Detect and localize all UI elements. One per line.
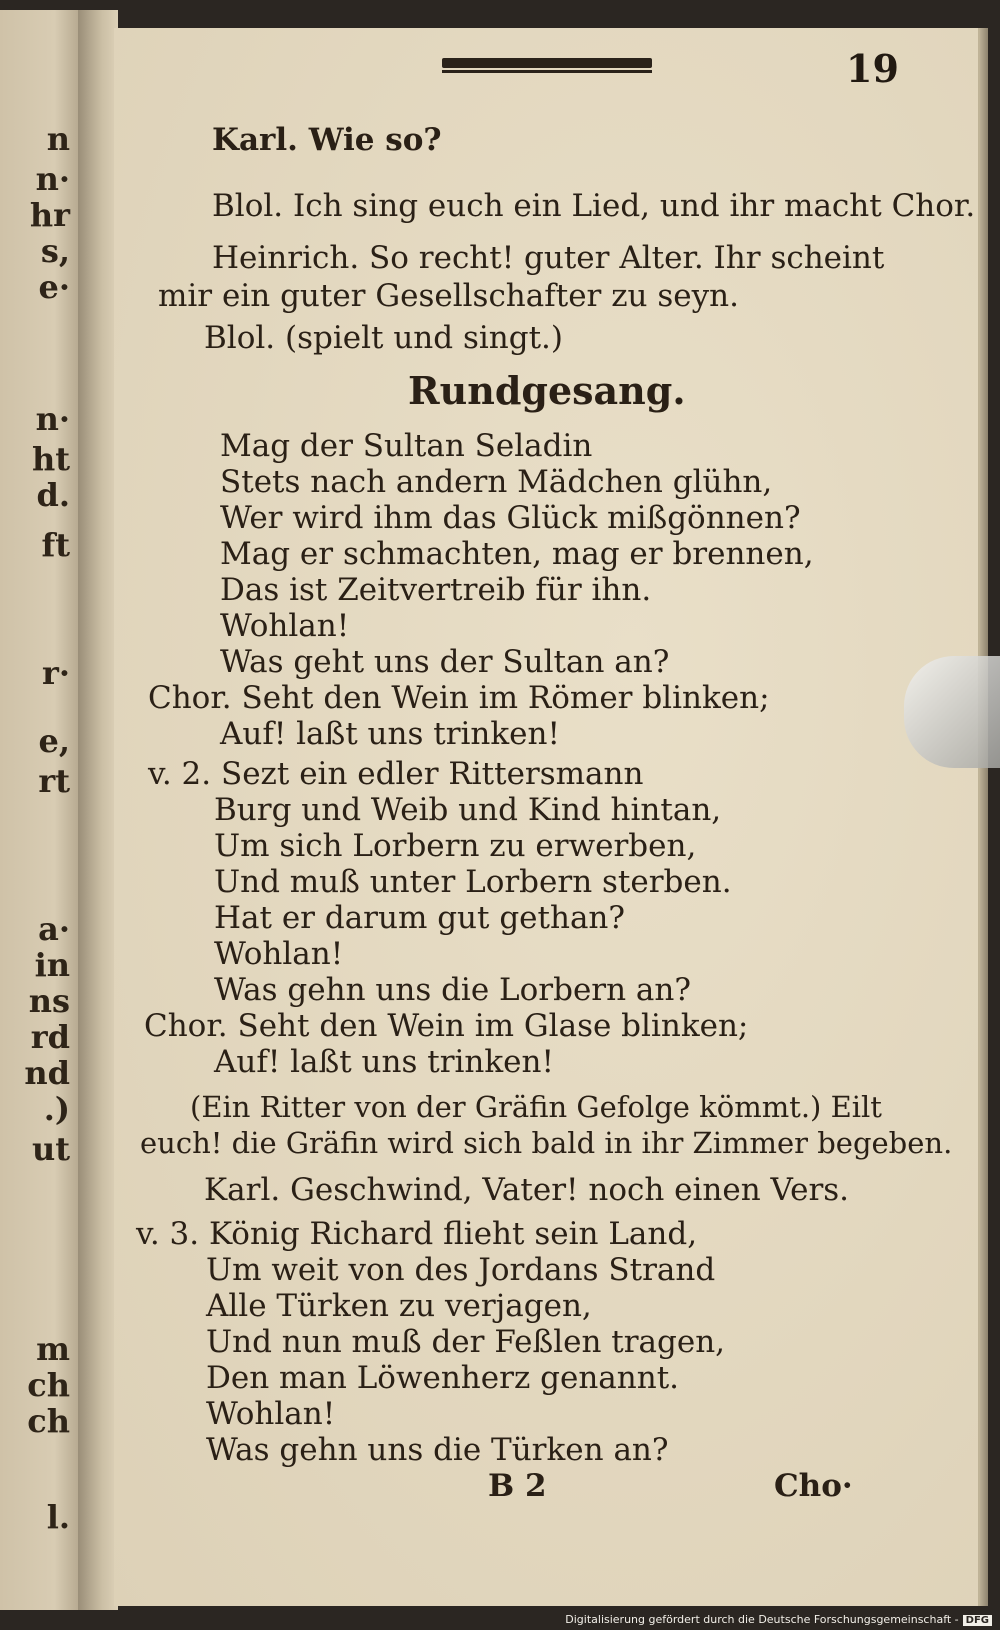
left-fragment: m: [36, 1330, 70, 1368]
book-gutter: [78, 10, 118, 1610]
left-fragment: a·: [38, 910, 70, 948]
verse-line: Hat er darum gut gethan?: [214, 900, 626, 936]
left-fragment: d.: [36, 476, 70, 514]
verse-line: v. 2. Sezt ein edler Rittersmann: [148, 756, 644, 792]
verse-line: Was gehn uns die Türken an?: [206, 1432, 669, 1468]
left-fragment: ns: [28, 982, 70, 1020]
text-line: Karl. Wie so?: [212, 122, 442, 158]
chorus-line: Chor. Seht den Wein im Römer blinken;: [148, 680, 770, 716]
verse-line: Wohlan!: [206, 1396, 336, 1432]
left-fragment: e,: [38, 722, 70, 760]
verse-line: Das ist Zeitvertreib für ihn.: [220, 572, 652, 608]
verse-line: Mag der Sultan Seladin: [220, 428, 593, 464]
left-fragment: rd: [30, 1018, 70, 1056]
left-fragment: rt: [38, 762, 70, 800]
left-fragment: r·: [42, 654, 70, 692]
text-line: mir ein guter Gesellschafter zu seyn.: [158, 278, 739, 314]
text-line: Karl. Geschwind, Vater! noch einen Vers.: [204, 1172, 850, 1208]
left-fragment: n·: [35, 400, 70, 438]
header-rule-thin: [442, 70, 652, 73]
left-fragment: l.: [46, 1498, 70, 1536]
verse-line: Und nun muß der Feßlen tragen,: [206, 1324, 726, 1360]
verse-line: Und muß unter Lorbern sterben.: [214, 864, 732, 900]
verse-line: Wohlan!: [214, 936, 344, 972]
text-line: Heinrich. So recht! guter Alter. Ihr scheint: [212, 240, 885, 276]
verse-line: Um weit von des Jordans Strand: [206, 1252, 716, 1288]
stage-direction: euch! die Gräfin wird sich bald in ihr Zimmer begeben.: [140, 1126, 953, 1160]
digitization-footer: [565, 1613, 992, 1626]
verse-line: Was gehn uns die Lorbern an?: [214, 972, 692, 1008]
left-fragment: e·: [38, 268, 70, 306]
left-fragment: ft: [41, 526, 70, 564]
stage-direction: (Ein Ritter von der Gräfin Gefolge kömmt.) Eilt: [190, 1090, 882, 1124]
chorus-line: Auf! laßt uns trinken!: [214, 1044, 554, 1080]
left-fragment: ht: [31, 440, 70, 478]
verse-line: Wer wird ihm das Glück mißgönnen?: [220, 500, 801, 536]
text-line: Blol. Ich sing euch ein Lied, und ihr macht Chor.: [212, 188, 976, 224]
verse-line: Was geht uns der Sultan an?: [220, 644, 670, 680]
left-fragment: hr: [29, 196, 70, 234]
left-fragment: ut: [31, 1130, 70, 1168]
verse-line: Den man Löwenherz genannt.: [206, 1360, 680, 1396]
left-fragment: ch: [27, 1402, 70, 1440]
verse-line: Burg und Weib und Kind hintan,: [214, 792, 722, 828]
song-title: Rundgesang.: [408, 368, 686, 413]
verse-line: Um sich Lorbern zu erwerben,: [214, 828, 697, 864]
left-fragment: s,: [40, 232, 70, 270]
left-fragment: .): [43, 1090, 70, 1128]
page-number: 19: [846, 46, 899, 91]
dfg-logo: DFG: [963, 1615, 992, 1626]
left-fragment: nd: [24, 1054, 70, 1092]
chorus-line: Chor. Seht den Wein im Glase blinken;: [144, 1008, 749, 1044]
footer-text: Digitalisierung gefördert durch die Deutsche Forschungsgemeinschaft -: [565, 1613, 959, 1626]
verse-line: Stets nach andern Mädchen glühn,: [220, 464, 773, 500]
left-fragment: ch: [27, 1366, 70, 1404]
signature-mark: B 2: [488, 1468, 547, 1504]
left-fragment: n·: [35, 160, 70, 198]
left-facing-page: [0, 10, 78, 1610]
verse-line: Wohlan!: [220, 608, 350, 644]
verse-line: Alle Türken zu verjagen,: [206, 1288, 592, 1324]
book-page: [114, 28, 980, 1606]
catchword: Cho·: [774, 1468, 853, 1504]
text-line: Blol. (spielt und singt.): [204, 320, 563, 356]
chorus-line: Auf! laßt uns trinken!: [220, 716, 560, 752]
header-rule: [442, 58, 652, 68]
left-fragment: in: [34, 946, 70, 984]
page-clip: [904, 656, 1000, 768]
left-fragment: n: [46, 120, 70, 158]
verse-line: Mag er schmachten, mag er brennen,: [220, 536, 814, 572]
verse-line: v. 3. König Richard flieht sein Land,: [136, 1216, 698, 1252]
